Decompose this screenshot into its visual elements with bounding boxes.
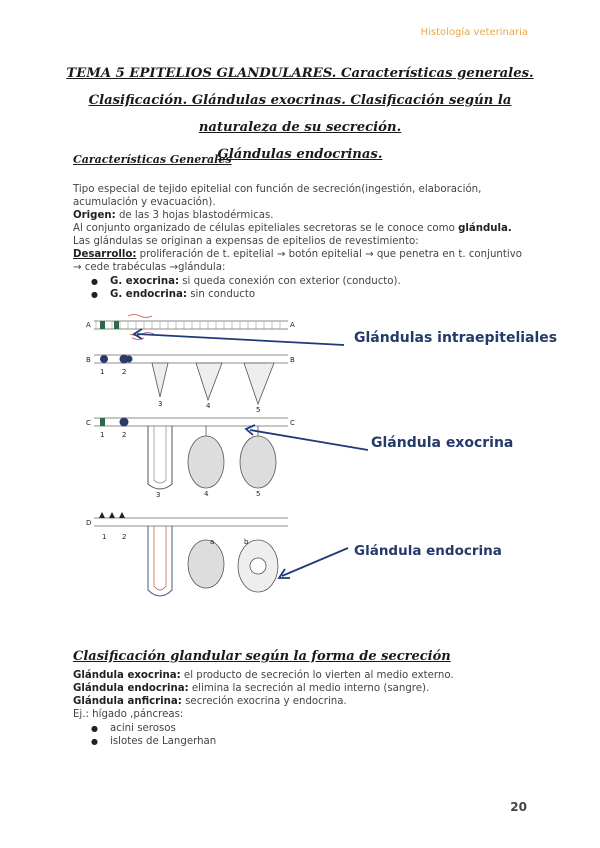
label-a: a [210, 538, 215, 546]
label-number-2: 2 [122, 368, 127, 376]
label-number-c3: 3 [156, 491, 161, 499]
section-classification-body [73, 669, 533, 748]
origin-label: Origen: [73, 210, 116, 221]
page-number: 20 [510, 800, 527, 814]
origin-text: de las 3 hojas blastodérmicas. [115, 210, 274, 221]
label-number-c1: 1 [100, 431, 105, 439]
row-letter-d: D [86, 519, 92, 527]
list-item-bold: G. endocrina: [110, 289, 187, 300]
term-text: el producto de secreción lo vierten al medio externo. [180, 670, 454, 681]
row-letter-b-right: B [290, 356, 295, 364]
term-text: secreción exocrina y endocrina. [181, 696, 347, 707]
paragraph-anficrine [73, 695, 533, 708]
gland-type-list [73, 275, 533, 301]
paragraph-origin [73, 209, 533, 222]
label-endocrine: Glándula endocrina [354, 543, 502, 559]
paragraph-exocrine [73, 669, 533, 682]
label-number-c4: 4 [204, 490, 209, 498]
title-line-1: TEMA 5 EPITELIOS GLANDULARES. Características generales. [66, 66, 534, 81]
row-letter-c-right: C [290, 419, 295, 427]
paragraph-origin-epithelia: Las glándulas se originan a expensas de epitelios de revestimiento: [73, 236, 419, 247]
paragraph-endocrine [73, 682, 533, 695]
example-list [73, 722, 533, 748]
term-bold: Glándula anficrina: [73, 696, 182, 707]
section-general-body [73, 183, 533, 301]
term-bold: Glándula endocrina: [73, 683, 189, 694]
label-exocrine: Glándula exocrina [371, 435, 514, 451]
term-bold: Glándula exocrina: [73, 670, 181, 681]
page-title [60, 60, 540, 168]
list-item-text: si queda conexión con exterior (conducto). [179, 276, 401, 287]
paragraph-development [73, 248, 533, 274]
list-item: ● islotes de Langerhan [110, 735, 533, 748]
label-number-c2: 2 [122, 431, 127, 439]
paragraph-example: Ej.: hígado ,páncreas: [73, 709, 184, 720]
term-text: elimina la secreción al medio interno (sangre). [188, 683, 430, 694]
label-number-5: 5 [256, 406, 261, 414]
list-item [110, 288, 533, 301]
development-label: Desarrollo: [73, 249, 137, 260]
list-item: ● acini serosos [110, 722, 533, 735]
gland-development-diagram [82, 312, 532, 632]
development-text: proliferación de t. epitelial → botón epitelial → que penetra en t. conjuntivo → cede trabéculas →glándula: [73, 249, 522, 273]
label-number-1: 1 [100, 368, 105, 376]
row-letter-c: C [86, 419, 91, 427]
gland-def-text: Al conjunto organizado de células epiteliales secretoras se le conoce como [73, 223, 459, 234]
title-line-3: Glándulas endocrinas. [217, 147, 383, 162]
title-line-2: Clasificación. Glándulas exocrinas. Clasificación según la naturaleza de su secreción. [88, 93, 512, 135]
section-heading-general: Características Generales [73, 153, 232, 166]
list-item-bold: G. exocrina: [110, 276, 180, 287]
list-item [110, 275, 533, 288]
row-letter-b: B [86, 356, 91, 364]
row-letter-a: A [86, 321, 91, 329]
label-number-3: 3 [158, 400, 163, 408]
label-number-4: 4 [206, 402, 211, 410]
list-item-text: sin conducto [187, 289, 256, 300]
row-letter-a-right: A [290, 321, 295, 329]
section-heading-classification: Clasificación glandular según la forma de secreción [73, 649, 451, 664]
gland-def-bold: glándula. [458, 223, 512, 234]
header-tag: Histología veterinaria [420, 27, 528, 38]
label-number-d2: 2 [122, 533, 127, 541]
label-b: b [244, 538, 249, 546]
paragraph-gland-definition [73, 222, 533, 235]
paragraph-definition: Tipo especial de tejido epitelial con función de secreción(ingestión, elaboración, acumulación y evacuación). [73, 184, 482, 208]
label-intraepithelial: Glándulas intraepiteliales [354, 330, 558, 346]
label-number-d1: 1 [102, 533, 107, 541]
label-number-c5: 5 [256, 490, 261, 498]
